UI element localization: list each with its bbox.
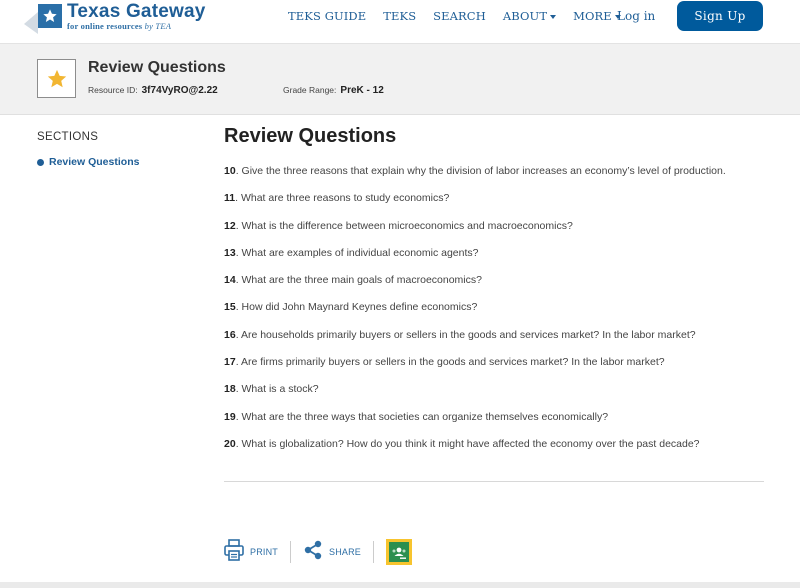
google-classroom-icon — [389, 542, 409, 562]
star-logo-icon — [38, 4, 62, 28]
grade-range — [283, 85, 384, 96]
nav-about-label: ABOUT — [502, 9, 548, 23]
tool-separator — [290, 541, 291, 563]
nav-teks[interactable]: TEKS — [383, 9, 417, 23]
question-item — [224, 329, 784, 356]
bullet-icon — [37, 159, 44, 166]
question-number: 20 — [224, 437, 236, 450]
question-text: . What is the difference between microeconomics and macroeconomics? — [235, 219, 573, 232]
page-title: Review Questions — [224, 125, 397, 147]
question-number: 10 — [224, 165, 236, 177]
question-list — [224, 165, 784, 465]
resource-id-label: Resource ID: — [88, 85, 138, 95]
footer-strip — [0, 582, 800, 588]
question-text: . How did John Maynard Keynes define economics? — [235, 301, 478, 314]
question-text: . What are the three ways that societies can organize themselves economically? — [235, 410, 609, 423]
question-text: . What are examples of individual economic agents? — [235, 246, 479, 259]
content-divider — [224, 481, 764, 482]
print-label: PRINT — [250, 547, 278, 557]
question-number: 11 — [224, 192, 236, 205]
resource-header — [0, 44, 800, 115]
question-item — [224, 301, 784, 328]
signup-button[interactable]: Sign Up — [677, 1, 763, 31]
logo-tagline: for online resources by TEA — [67, 21, 172, 31]
question-number: 19 — [224, 410, 236, 423]
question-item — [224, 383, 784, 410]
resource-tools — [224, 539, 412, 565]
question-text: . Are firms primarily buyers or sellers in the goods and services market? In the labor market? — [235, 356, 665, 369]
logo-name: Texas Gateway — [67, 1, 206, 22]
question-text: . Are households primarily buyers or sellers in the goods and services market? In the labor market? — [235, 328, 696, 341]
question-number: 18 — [224, 383, 236, 396]
question-item — [224, 165, 784, 192]
grade-range-value: PreK - 12 — [340, 85, 384, 96]
sidebar-item-label: Review Questions — [49, 156, 140, 168]
nav-teks-guide[interactable]: TEKS GUIDE — [288, 9, 367, 23]
resource-title: Review Questions — [88, 59, 226, 76]
nav-search[interactable]: SEARCH — [433, 9, 486, 23]
nav-more-label: MORE — [573, 9, 612, 23]
resource-id — [88, 85, 218, 96]
question-item — [224, 192, 784, 219]
nav-about[interactable] — [503, 9, 556, 23]
login-link[interactable]: Log in — [617, 9, 656, 23]
question-number: 17 — [224, 356, 236, 369]
top-navigation-bar — [0, 0, 800, 44]
tool-separator — [373, 541, 374, 563]
question-number: 14 — [224, 274, 236, 287]
resource-id-value: 3f74VyRO@2.22 — [141, 85, 218, 96]
nav-more[interactable] — [573, 9, 621, 23]
printer-icon — [224, 539, 244, 566]
star-icon — [37, 59, 76, 98]
question-item — [224, 274, 784, 301]
share-icon — [303, 540, 323, 565]
google-classroom-button[interactable] — [386, 539, 412, 565]
texas-gateway-logo[interactable] — [38, 2, 238, 36]
question-text: . What is a stock? — [235, 383, 319, 396]
question-number: 15 — [224, 301, 236, 314]
question-text: . What are three reasons to study economics? — [235, 192, 450, 205]
question-number: 12 — [224, 219, 236, 232]
chevron-down-icon — [550, 15, 556, 19]
question-text: . What is globalization? How do you think it might have affected the economy over the past decade? — [235, 437, 700, 450]
question-item — [224, 411, 784, 438]
grade-range-label: Grade Range: — [283, 85, 337, 95]
print-button[interactable] — [224, 539, 278, 566]
question-item — [224, 247, 784, 274]
question-text: . Give the three reasons that explain why the division of labor increases an economy’s level of production. — [235, 165, 726, 177]
question-item — [224, 220, 784, 247]
question-item — [224, 356, 784, 383]
question-item — [224, 438, 784, 465]
question-number: 16 — [224, 328, 236, 341]
share-button[interactable] — [303, 540, 361, 565]
share-label: SHARE — [329, 547, 362, 557]
question-text: . What are the three main goals of macroeconomics? — [235, 274, 482, 287]
sidebar-item-review-questions[interactable] — [37, 156, 139, 168]
question-number: 13 — [224, 246, 236, 259]
main-nav — [288, 9, 638, 23]
sections-heading: SECTIONS — [37, 131, 99, 143]
